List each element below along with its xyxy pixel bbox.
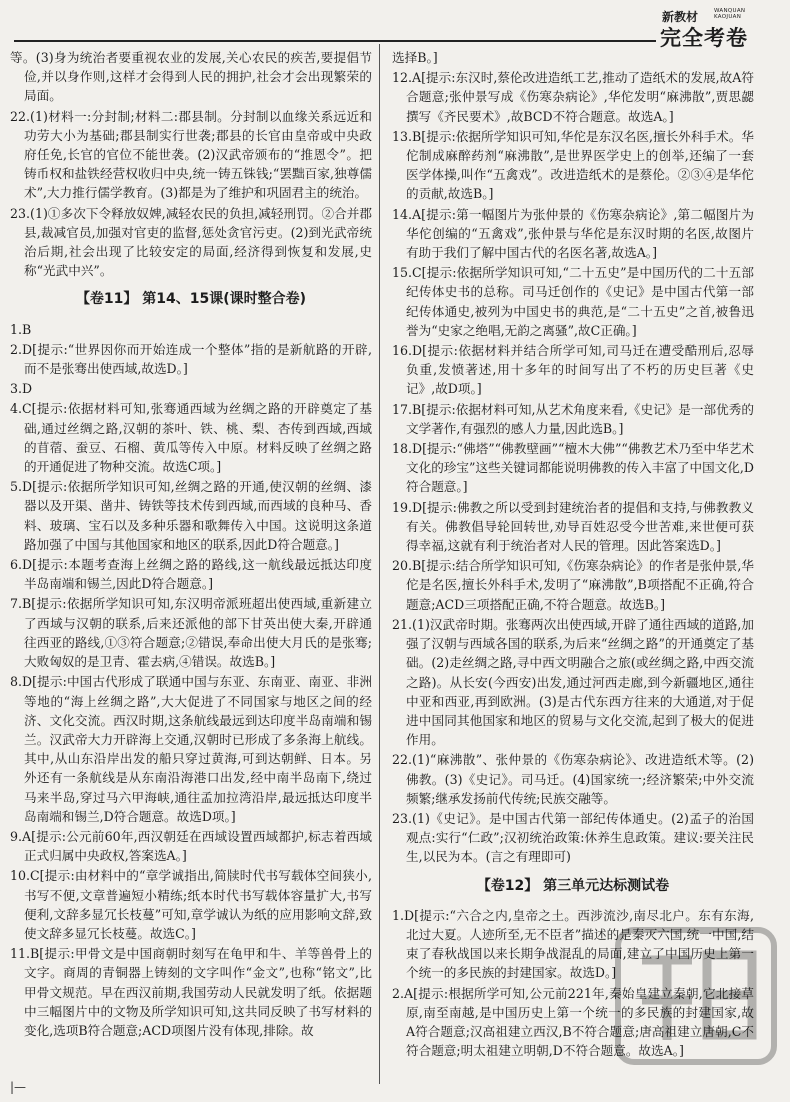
left-answer-item: 11.B[提示:甲骨文是中国商朝时刻写在龟甲和牛、羊等兽骨上的文字。商周的青铜器上铸刻的文字叫作“金文”,也称“铭文”,比甲骨文规范。早在西汉前期,我国劳动人民就发明了纸。依据题中三幅图片中的文物及所学知识可知,这共同反映了书写材料的变化,选项B符合题意;ACD项图片没有体现,排除。故 [10,946,372,1038]
brand-top-text: 新教材 [662,10,699,24]
right-answer-item: 2.A[提示:根据所学可知,公元前221年,秦始皇建立秦朝,它北接草原,南至南越,是中国历史上第一个统一的多民族的封建国家,故A符合题意;汉高祖建立西汉,B不符合题意;唐高祖建立唐朝,C不符合题意;明太祖建立明朝,D不符合题意。故选A。] [392,985,754,1059]
left-column [10,48,372,1041]
right-answer-item: 15.C[提示:依据所学知识可知,“二十五史”是中国历代的二十五部纪传体史书的总称。司马迁创作的《史记》是中国古代第一部纪传体通史,被列为中国史书的典范,是“二十五史”之首,被鲁迅誉为“史家之绝唱,无韵之离骚”,故C正确。] [392,265,754,338]
right-answer-item: 1.D[提示:“六合之内,皇帝之土。西涉流沙,南尽北户。东有东海,北过大夏。人迹所至,无不臣者”描述的是秦灭六国,统一中国,结束了春秋战国以来长期争战混乱的局面,建立了中国历史上第一个统一的多民族的封建国家。故选D。] [392,907,754,981]
left-answer-item: 23.(1)①多次下令释放奴婢,减轻农民的负担,减轻刑罚。②合并郡县,裁减官员,加强对官吏的监督,惩处贪官污吏。(2)到光武帝统治后期,社会出现了比较安定的局面,经济得到恢复和发展,史称“光武中兴”。 [10,205,372,279]
right-answer-item: 14.A[提示:第一幅图片为张仲景的《伤寒杂病论》,第二幅图片为华佗创编的“五禽戏”,张仲景与华佗是东汉时期的名医,故图片有助于我们了解中国古代的名医名著,故选A。] [392,206,754,261]
header-rule [14,40,656,42]
left-answer-item: 等。(3)身为统治者要重视农业的发展,关心农民的疾苦,要提倡节俭,并以身作则,这样才会得到人民的拥护,社会才会出现繁荣的局面。 [10,50,372,104]
left-section-heading: 【卷11】 第14、15课(课时整合卷) [75,291,307,308]
left-answer-item: 9.A[提示:公元前60年,西汉朝廷在西域设置西域都护,标志着西域正式归属中央政权,答案选A。] [10,828,372,864]
right-answer-item: 20.B[提示:结合所学知识可知,《伤寒杂病论》的作者是张仲景,华佗是名医,擅长外科手术,发明了“麻沸散”,B项搭配不正确,符合题意;ACD三项搭配正确,不符合题意。故选B。] [392,558,754,612]
right-answer-item: 23.(1)《史记》。是中国古代第一部纪传体通史。(2)孟子的治国观点:实行“仁政”;汉初统治政策:休养生息政策。建议:要关注民生,以民为本。(言之有理即可) [392,810,754,865]
right-answer-item: 17.B[提示:依据材料可知,从艺术角度来看,《史记》是一部优秀的文学著作,有强烈的感人力量,因此选B。] [392,401,754,436]
left-answer-item: 2.D[提示:“世界因你而开始连成一个整体”指的是新航路的开辟,而不是张骞出使西域,故选D。] [10,341,372,377]
right-answer-item: 12.A[提示:东汉时,蔡伦改进造纸工艺,推动了造纸术的发展,故A符合题意;张仲景写成《伤寒杂病论》,华佗发明“麻沸散”,贾思勰撰写《齐民要术》,故BCD不符合题意。故选A。] [392,70,754,124]
right-column [392,48,754,1061]
brand-logo [658,6,776,50]
left-answer-item: 7.B[提示:依据所学知识可知,东汉明帝派班超出使西域,重新建立了西域与汉朝的联系,后来还派他的部下甘英出使大秦,开辟通往西亚的路线,①③符合题意;②错误,奉命出使大月氏的是张骞;大败匈奴的是卫青、霍去病,④错误。故选B。] [10,596,372,670]
column-divider [379,44,380,1084]
right-answer-item: 选择B。] [392,50,438,65]
left-answer-item: 3.D [10,381,33,397]
left-answer-item: 1.B [10,321,32,337]
left-answer-item: 6.D[提示:本题考查海上丝绸之路的路线,这一航线最远抵达印度半岛南端和锡兰,因此D符合题意。] [10,557,372,592]
brand-pinyin: WANQUAN KAOJUAN [714,8,746,20]
left-answer-item: 8.D[提示:中国古代形成了联通中国与东亚、东南亚、南亚、非洲等地的“海上丝绸之路”,大大促进了不同国家与地区之间的经济、文化交流。西汉时期,这条航线最远到达印度半岛南端和锡兰。汉武帝大力开辟海上交通,汉朝时已形成了多条海上航线。其中,从山东沿岸出发的船只穿过黄海,可到达朝鲜、日本。另外还有一条航线是从东南沿海港口出发,经中南半岛南下,绕过马来半岛,穿过马六甲海峡,通往孟加拉湾沿岸,最远抵达印度半岛南端和锡兰,D符合题意。故选D项。] [10,674,372,824]
right-answer-item: 21.(1)汉武帝时期。张骞两次出使西域,开辟了通往西域的道路,加强了汉朝与西域各国的联系,为后来“丝绸之路”的开通奠定了基础。(2)走丝绸之路,寻中西文明融合之旅(或丝绸之路,中西交流之路)。从长安(今西安)出发,通过河西走廊,到今新疆地区,通往中亚和西亚,再到欧洲。(3)是古代东西方往来的大通道,对于促进中国同其他国家和地区的贸易与文化交流,起到了极大的促进作用。 [392,616,754,748]
left-answer-item: 4.C[提示:依据材料可知,张骞通西域为丝绸之路的开辟奠定了基础,通过丝绸之路,汉朝的茶叶、铁、桃、梨、杏传到西域,西域的苜蓿、蚕豆、石榴、黄瓜等传入中原。材料反映了丝绸之路的开通促进了物种交流。故选C项。] [10,401,372,475]
right-answer-item: 16.D[提示:依据材料并结合所学可知,司马迁在遭受酷刑后,忍辱负重,发愤著述,用十多年的时间写出了不朽的历史巨著《史记》,故D项。] [392,343,754,397]
left-answer-item: 5.D[提示:依据所学知识可知,丝绸之路的开通,使汉朝的丝绸、漆器以及开渠、凿井、铸铁等技术传到西域,而西域的良种马、香料、玻璃、宝石以及多种乐器和歌舞传入中国。这说明这条道路加强了中国与其他国家和地区的联系,因此D符合题意。] [10,479,372,552]
right-answer-item: 13.B[提示:依据所学知识可知,华佗是东汉名医,擅长外科手术。华佗制成麻醉药剂“麻沸散”,是世界医学史上的创举,还编了一套医学体操,叫作“五禽戏”。改进造纸术的是蔡伦。②③④是华佗的贡献,故选B。] [392,128,754,202]
brand-main-text: 完全考卷 [660,26,748,50]
right-answer-item: 19.D[提示:佛教之所以受到封建统治者的提倡和支持,与佛教教义有关。佛教倡导轮回转世,劝导百姓忍受今世苦难,来世便可获得幸福,这就有利于统治者对人民的管理。因此答案选D。] [392,499,754,554]
left-answer-item: 10.C[提示:由材料中的“章学诚指出,简牍时代书写载体空间狭小,书写不便,文章普遍短小精练;纸本时代书写载体容量扩大,书写便利,文辞多显冗长枝蔓”可知,章学诚认为纸的应用影响文辞,致使文辞多显冗长枝蔓。故选C。] [10,868,372,941]
page-footer-mark: |— [10,1080,27,1094]
right-section-heading: 【卷12】 第三单元达标测试卷 [476,877,670,894]
right-answer-item: 22.(1)“麻沸散”、张仲景的《伤寒杂病论》、改进造纸术等。(2)佛教。(3)《史记》。司马迁。(4)国家统一;经济繁荣;中外交流频繁;继承发扬前代传统;民族交融等。 [392,752,754,806]
left-answer-item: 22.(1)材料一:分封制;材料二:郡县制。分封制以血缘关系远近和功劳大小为基础;郡县制实行世袭;郡县的长官由皇帝或中央政府任免,长官的官位不能世袭。(2)汉武帝颁布的“推恩令”。把铸币权和盐铁经营权收归中央,统一铸五铢钱;“罢黜百家,独尊儒术”,大力推行儒学教育。(3)都是为了维护和巩固君主的统治。 [10,108,372,201]
right-answer-item: 18.D[提示:“佛塔”“佛教壁画”“檀木大佛”“佛教艺术乃至中华艺术文化的珍宝”这些关键词都能说明佛教的传入丰富了中国文化,D符合题意。] [392,441,754,495]
